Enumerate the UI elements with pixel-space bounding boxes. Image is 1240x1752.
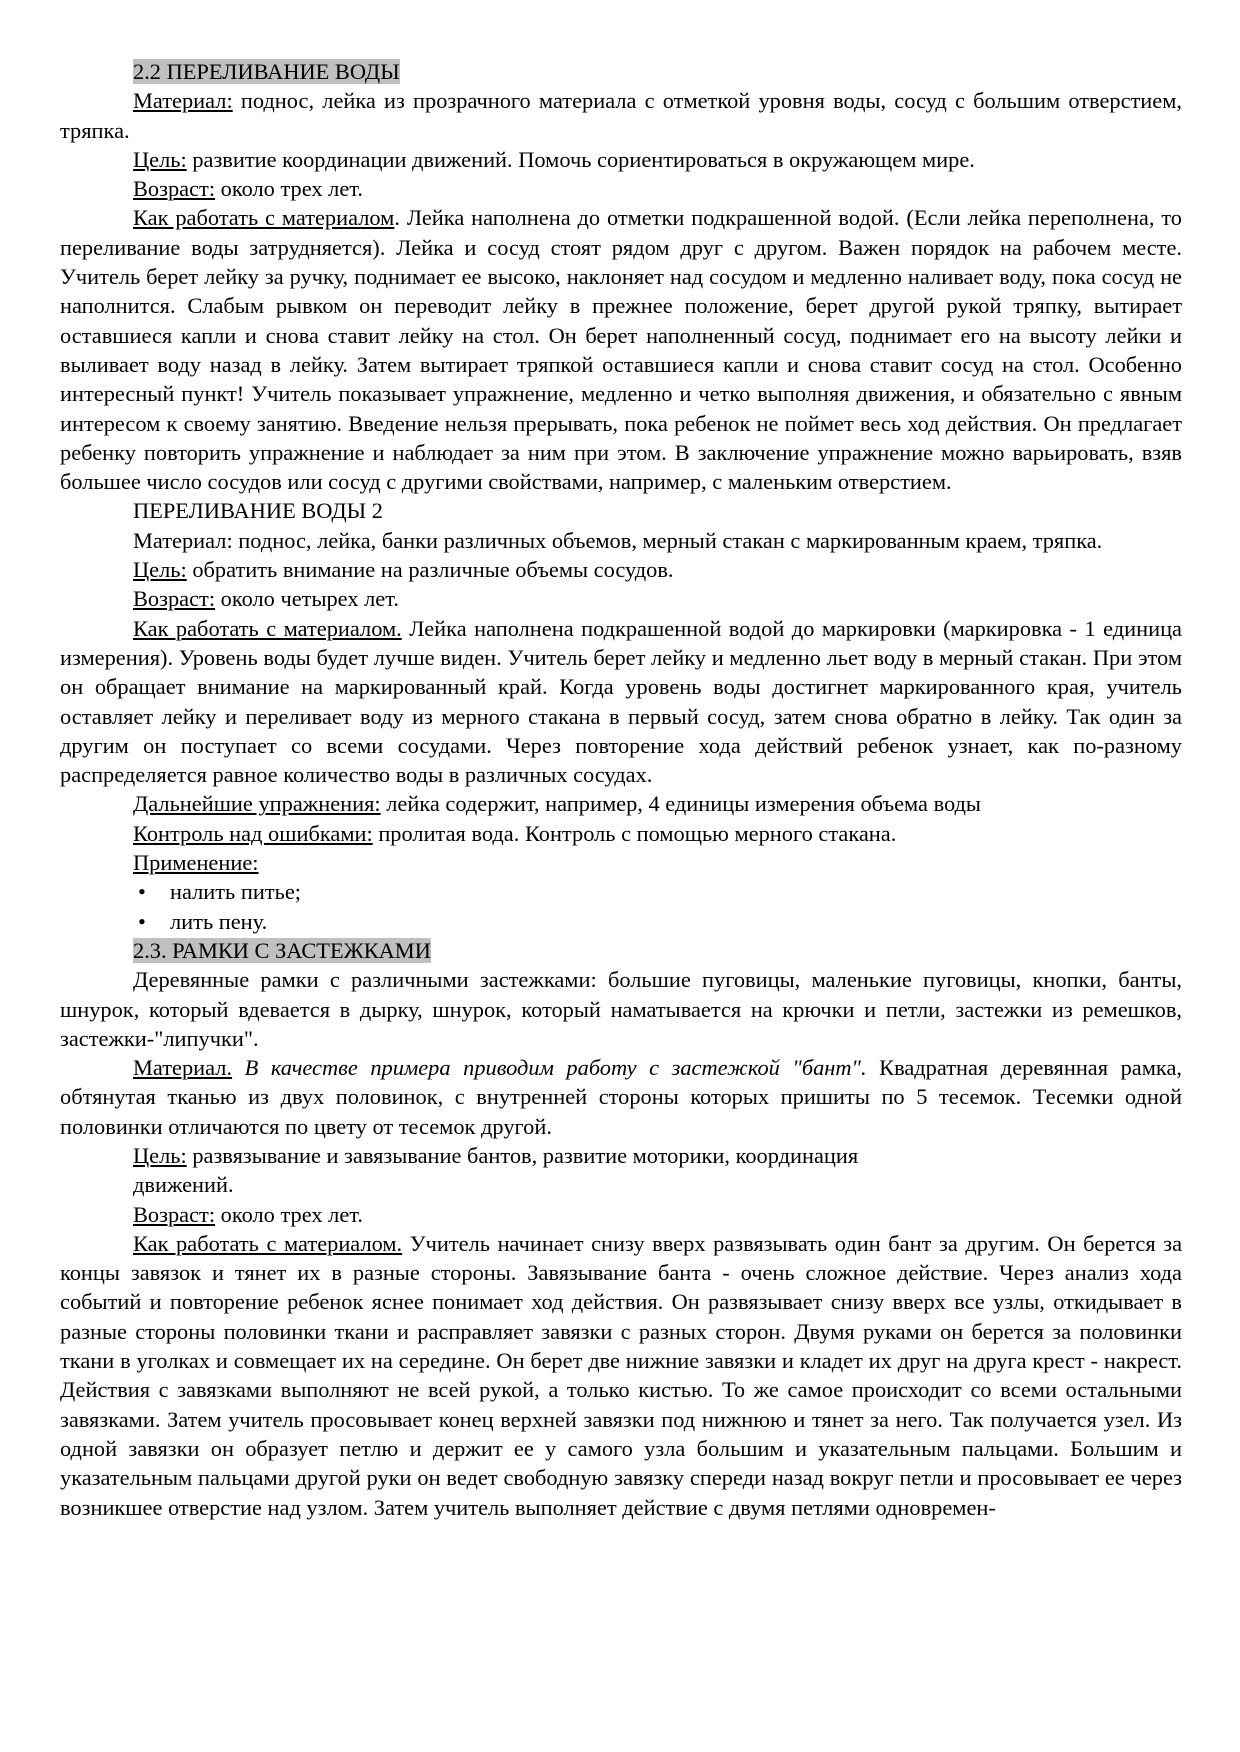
goal-label-3: Цель: — [133, 1142, 187, 1168]
age-text: около трех лет. — [215, 176, 363, 202]
age-paragraph-3 — [60, 1200, 1182, 1229]
howto-text: . Лейка наполнена до отметки подкрашенной водой. (Если лейка переполнена, то переливание воды затрудняется). Лейка и сосуд стоят рядом друг с другом. Важен порядок на рабочем месте. Учитель берет лейку за ручку, поднимает ее высоко, наклоняет над сосудом и медленно наливает воду, пока сосуд не наполнится. Слабым рывком он переводит лейку в прежнее положение, берет другой рукой тряпку, вытирает оставшиеся капли и снова ставит лейку на стол. Он берет наполненный сосуд, поднимает его на высоту лейки и выливает воду назад в лейку. Затем вытирает тряпкой оставшиеся капли и снова ставит сосуд на стол. Особенно интересный пункт! Учитель показывает упражнение, медленно и четко выполняя движения, и обязательно с явным интересом к своему занятию. Введение нельзя прерывать, пока ребенок не поймет весь ход действия. Он предлагает ребенку повторить упражнение и наблюдает за ним при этом. В заключение упражнение можно варьировать, взяв большее число сосудов или сосуд с другими свойствами, например, с маленьким отверстием. — [60, 205, 1183, 495]
material-label-3: Материал. — [133, 1055, 233, 1081]
usage-label: Применение: — [133, 850, 259, 876]
age-paragraph-2 — [60, 584, 1182, 613]
material-paragraph — [60, 86, 1182, 145]
further-exercises-paragraph — [133, 789, 1182, 818]
howto-text-2: Лейка наполнена подкрашенной водой до маркировки (маркировка - 1 единица измерения). Уровень воды будет лучше виден. Учитель берет лейку и медленно льет воду в мерный стакан. При этом он обращает внимание на маркированный край. Когда уровень воды достигнет маркированного края, учитель оставляет лейку и переливает воду из мерного стакана в первый сосуд, затем снова обратно в лейку. Так один за другим он поступает со всеми сосудами. Через повторение хода действий ребенок узнает, как по-разному распределяется равное количество воды в различных сосудах. — [60, 615, 1182, 788]
material-paragraph-3 — [60, 1053, 1182, 1141]
howto-paragraph-3 — [60, 1229, 1182, 1522]
list-item-text: налить питье; — [170, 879, 301, 905]
list-item — [138, 907, 1182, 936]
goal-text-3: развязывание и завязывание бантов, развитие моторики, координация — [186, 1142, 859, 1168]
further-label: Дальнейшие упражнения: — [133, 791, 381, 817]
bullet-icon: • — [138, 908, 146, 934]
usage-paragraph — [133, 848, 1182, 877]
further-text: лейка содержит, например, 4 единицы измерения объема воды — [380, 791, 981, 817]
goal-paragraph-3 — [133, 1141, 1182, 1170]
age-text-2: около четырех лет. — [215, 586, 399, 612]
howto-paragraph — [60, 203, 1182, 496]
list-item-text: лить пену. — [170, 908, 268, 934]
heading-highlight: 2.3. РАМКИ С ЗАСТЕЖКАМИ — [133, 937, 431, 963]
bullet-icon: • — [138, 879, 146, 905]
document-page — [60, 57, 1182, 1522]
error-control-paragraph — [133, 819, 1182, 848]
material-text: поднос, лейка из прозрачного материала с отметкой уровня воды, сосуд с большим отверстием, тряпка. — [60, 88, 1182, 143]
section-heading-2-3 — [60, 936, 1182, 965]
goal-text: развитие координации движений. Помочь сориентироваться в окружающем мире. — [186, 146, 975, 172]
age-text-3: около трех лет. — [215, 1201, 363, 1227]
list-item — [138, 877, 1182, 906]
age-paragraph — [60, 174, 1182, 203]
section-heading-2-2 — [60, 57, 1182, 86]
usage-list — [60, 877, 1182, 936]
age-label-3: Возраст: — [133, 1201, 216, 1227]
subsection-heading-water-2: ПЕРЕЛИВАНИЕ ВОДЫ 2 — [133, 498, 383, 524]
control-text: пролитая вода. Контроль с помощью мерного стакана. — [372, 820, 897, 846]
age-label-2: Возраст: — [133, 586, 216, 612]
goal-text-2: обратить внимание на различные объемы сосудов. — [186, 557, 674, 583]
goal-paragraph-3-continued: движений. — [133, 1172, 234, 1198]
material-label: Материал: — [133, 88, 233, 114]
material-text-3: Квадратная деревянная рамка, обтянутая тканью из двух половинок, с внутренней стороны которых пришиты по 5 тесемок. Тесемки одной половинки отличаются по цвету от тесемок другой. — [60, 1055, 1182, 1139]
howto-label: Как работать с материалом — [133, 205, 395, 231]
age-label: Возраст: — [133, 176, 216, 202]
goal-paragraph-2 — [60, 555, 1182, 584]
goal-paragraph — [60, 145, 1182, 174]
heading-highlight: 2.2 ПЕРЕЛИВАНИЕ ВОДЫ — [133, 59, 400, 84]
material-italic-text: В качестве примера приводим работу с застежкой "бант". — [232, 1055, 867, 1081]
howto-paragraph-2 — [60, 614, 1182, 790]
howto-label-2: Как работать с материалом. — [133, 615, 402, 641]
material-paragraph-2: Материал: поднос, лейка, банки различных объемов, мерный стакан с маркированным краем, тряпка. — [133, 527, 1103, 553]
goal-label: Цель: — [133, 146, 187, 172]
intro-paragraph: Деревянные рамки с различными застежками: большие пуговицы, маленькие пуговицы, кнопки, банты, шнурок, который вдевается в дырку, шнурок, который наматывается на крючки и петли, застежки из ремешков, застежки-"липучки". — [60, 967, 1182, 1051]
howto-text-3: Учитель начинает снизу вверх развязывать один бант за другим. Он берется за концы завязок и тянет их в разные стороны. Завязывание банта - очень сложное действие. Через анализ хода событий и повторение ребенок яснее понимает ход действия. Он развязывает снизу вверх все узлы, откидывает в разные стороны половинки ткани и расправляет завязки с разных сторон. Двумя руками он берется за половинки ткани в уголках и совмещает их на середине. Он берет две нижние завязки и кладет их друг на друга крест - накрест. Действия с завязками выполняют не всей рукой, а только кистью. То же самое происходит со всеми остальными завязками. Затем учитель просовывает конец верхней завязки под нижнюю и тянет за него. Так получается узел. Из одной завязки он образует петлю и держит ее у самого узла большим и указательным пальцами. Большим и указательным пальцами другой руки он ведет свободную завязку спереди назад вокруг петли и просовывает ее через возникшее отверстие над узлом. Затем учитель выполняет действие с двумя петлями одновремен- — [60, 1230, 1183, 1520]
howto-label-3: Как работать с материалом. — [133, 1230, 403, 1256]
goal-label-2: Цель: — [133, 557, 187, 583]
control-label: Контроль над ошибками: — [133, 820, 373, 846]
